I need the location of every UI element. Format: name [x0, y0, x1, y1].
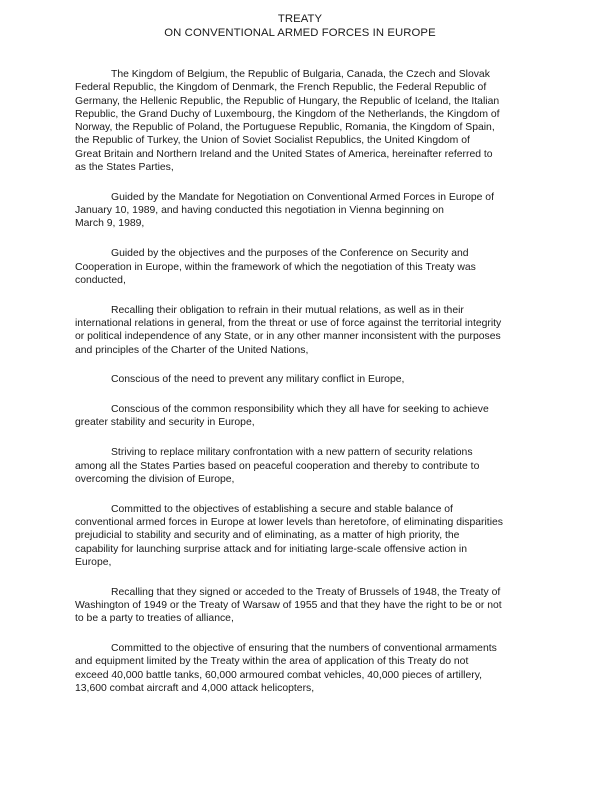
- paragraph-line: international relations in general, from the threat or use of force against the territorial integrity: [75, 317, 502, 329]
- paragraph-8: [75, 503, 535, 569]
- title-line-1: TREATY: [277, 13, 323, 25]
- paragraph-line: or political independence of any State, or in any other manner inconsistent with the purposes: [75, 331, 501, 343]
- paragraph-line: greater stability and security in Europe,: [75, 417, 255, 429]
- paragraph-2: [75, 191, 535, 231]
- paragraph-line: capability for launching surprise attack and for initiating large-scale offensive action in: [75, 543, 467, 555]
- paragraph-line: Committed to the objectives of establishing a secure and stable balance of: [111, 503, 453, 515]
- paragraph-line: and equipment limited by the Treaty within the area of application of this Treaty do not: [75, 656, 469, 668]
- paragraph-line: Germany, the Hellenic Republic, the Republic of Hungary, the Republic of Iceland, the Italian: [75, 95, 500, 107]
- paragraph-line: overcoming the division of Europe,: [75, 473, 235, 485]
- title-line-2: ON CONVENTIONAL ARMED FORCES IN EUROPE: [164, 27, 436, 39]
- paragraph-line: Recalling their obligation to refrain in their mutual relations, as well as in their: [111, 304, 464, 316]
- paragraph-line: Federal Republic, the Kingdom of Denmark, the French Republic, the Federal Republic of: [75, 82, 487, 94]
- paragraph-10: [75, 642, 535, 695]
- paragraph-line: Great Britain and Northern Ireland and the United States of America, hereinafter referred to: [75, 148, 493, 160]
- paragraph-line: The Kingdom of Belgium, the Republic of Bulgaria, Canada, the Czech and Slovak: [111, 69, 490, 80]
- paragraph-3: [75, 247, 535, 287]
- document-body: [75, 68, 535, 712]
- paragraph-line: Conscious of the need to prevent any military conflict in Europe,: [111, 374, 405, 386]
- paragraph-line: to be a party to treaties of alliance,: [75, 613, 234, 625]
- paragraph-line: conducted,: [75, 274, 126, 286]
- paragraph-line: 13,600 combat aircraft and 4,000 attack helicopters,: [75, 682, 315, 694]
- paragraph-6: [75, 403, 535, 430]
- paragraph-line: Guided by the objectives and the purposes of the Conference on Security and: [111, 248, 469, 260]
- paragraph-line: and principles of the Charter of the United Nations,: [75, 344, 309, 356]
- paragraph-line: conventional armed forces in Europe at lower levels than heretofore, of eliminating disparities: [75, 516, 503, 528]
- paragraph-line: Cooperation in Europe, within the framework of which the negotiation of this Treaty was: [75, 261, 476, 273]
- document-title: [0, 12, 600, 40]
- paragraph-line: Washington of 1949 or the Treaty of Warsaw of 1955 and that they have the right to be or not: [75, 599, 502, 611]
- paragraph-4: [75, 304, 535, 357]
- paragraph-line: Republic, the Grand Duchy of Luxembourg, the Kingdom of the Netherlands, the Kingdom of: [75, 108, 500, 120]
- paragraph-line: January 10, 1989, and having conducted this negotiation in Vienna beginning on: [75, 205, 444, 217]
- paragraph-7: [75, 446, 535, 486]
- paragraph-line: Guided by the Mandate for Negotiation on Conventional Armed Forces in Europe of: [111, 191, 494, 203]
- paragraph-line: exceed 40,000 battle tanks, 60,000 armoured combat vehicles, 40,000 pieces of artillery,: [75, 669, 483, 681]
- paragraph-line: March 9, 1989,: [75, 218, 145, 230]
- paragraph-5: [75, 373, 535, 386]
- paragraph-line: Norway, the Republic of Poland, the Portuguese Republic, Romania, the Kingdom of Spain,: [75, 122, 495, 134]
- paragraph-line: among all the States Parties based on peaceful cooperation and thereby to contribute to: [75, 460, 480, 472]
- paragraph-line: Conscious of the common responsibility which they all have for seeking to achieve: [111, 404, 489, 416]
- paragraph-line: Europe,: [75, 556, 112, 568]
- paragraph-line: Committed to the objective of ensuring that the numbers of conventional armaments: [111, 643, 497, 654]
- paragraph-9: [75, 586, 535, 626]
- paragraph-line: Recalling that they signed or acceded to the Treaty of Brussels of 1948, the Treaty of: [111, 586, 501, 598]
- paragraph-line: as the States Parties,: [75, 162, 174, 174]
- paragraph-line: the Republic of Turkey, the Union of Soviet Socialist Republics, the United Kingdom of: [75, 135, 470, 147]
- paragraph-1: [75, 68, 535, 174]
- paragraph-line: prejudicial to stability and security and of eliminating, as a matter of high priority, the: [75, 530, 460, 542]
- paragraph-line: Striving to replace military confrontation with a new pattern of security relations: [111, 447, 473, 459]
